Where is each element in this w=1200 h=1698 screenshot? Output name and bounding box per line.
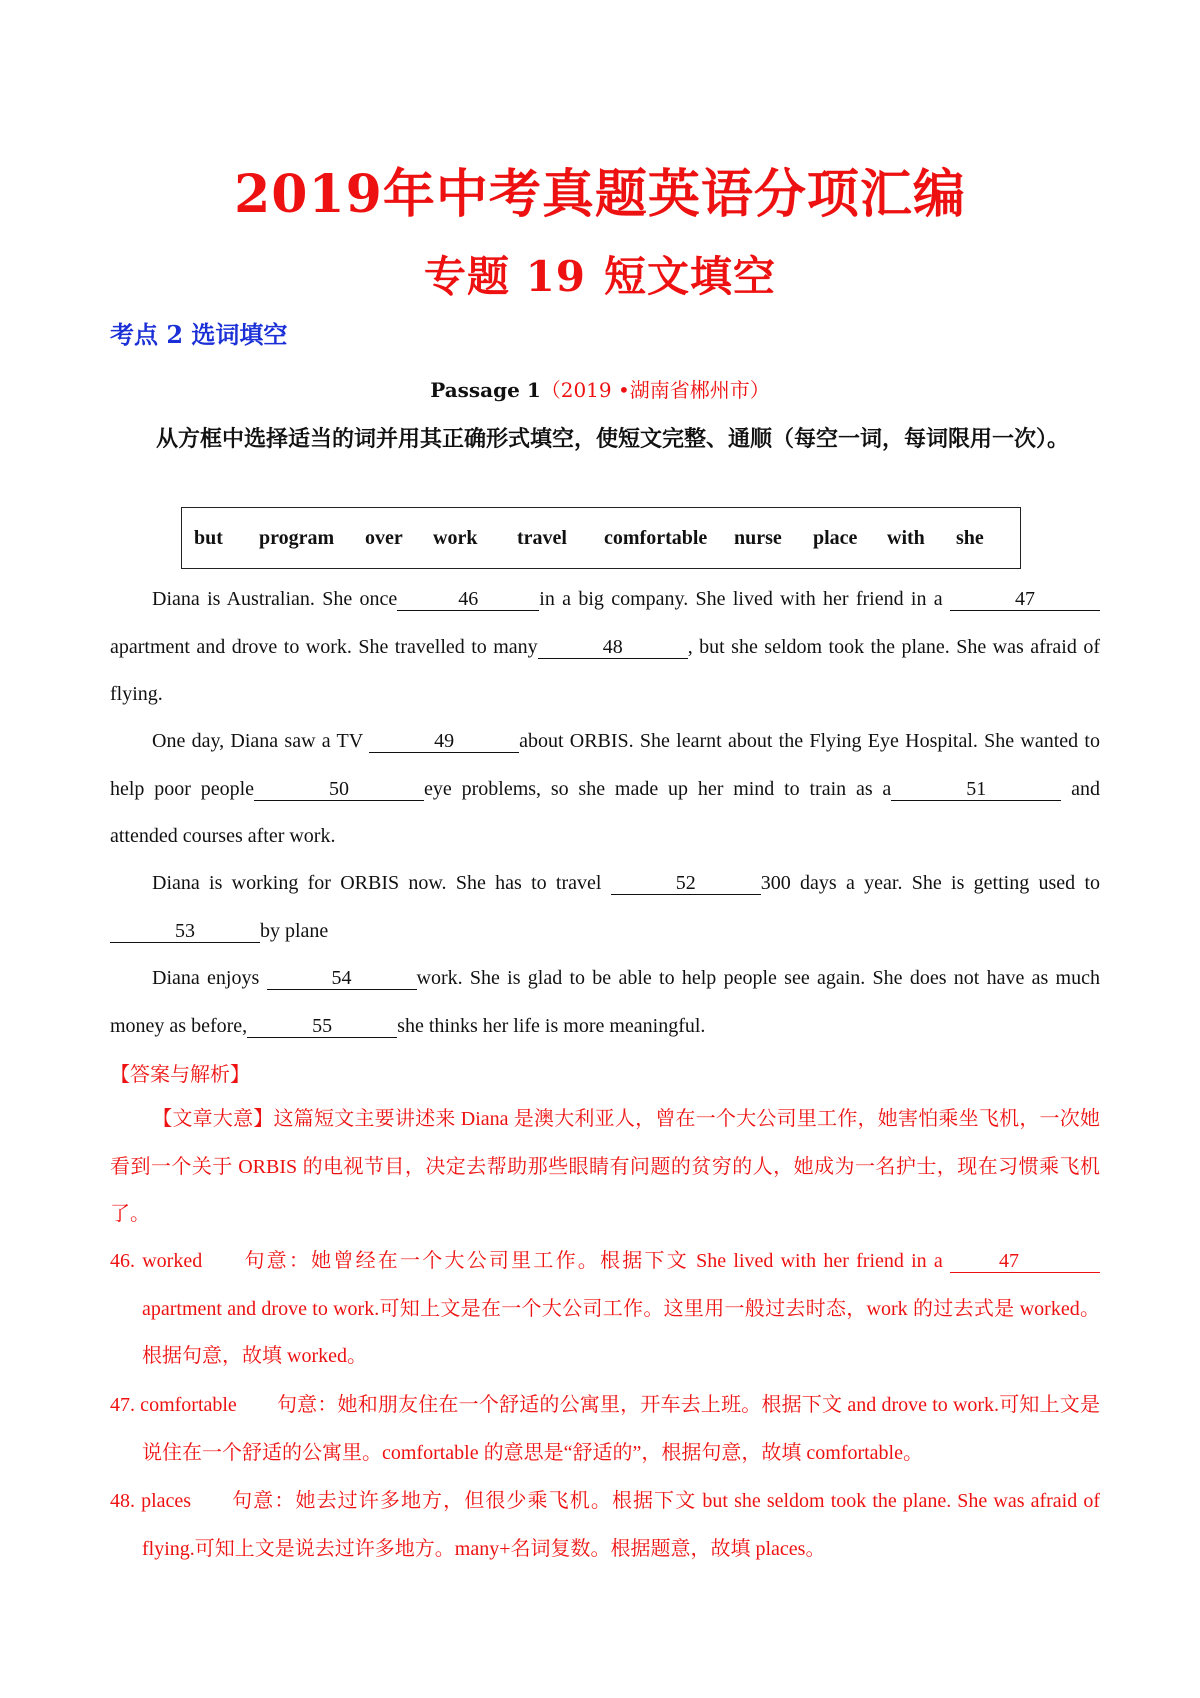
answer-46: 46. worked 句意：她曾经在一个大公司里工作。根据下文 She lived with her friend in a 47 apartment and drove to work.可知上文是在一个大公司工作。这里用一般过去时态，work 的过去式是 worked。根据句意，故填 worked。: [110, 1250, 1100, 1367]
word-box-item: she: [956, 527, 984, 549]
passage-paragraph-1: Diana is Australian. She once 46 in a big company. She lived with her friend in a 47apartment and drove to work. She travelled to many 48 , but she seldom took the plane. She was afraid of flying.: [110, 588, 1100, 705]
page-title: 2019年中考真题英语分项汇编: [234, 164, 966, 225]
passage-paragraph-3: Diana is working for ORBIS now. She has to travel 52 300 days a year. She is getting used to53 by plane: [110, 860, 1100, 955]
answer-47: 47. comfortable 句意：她和朋友住在一个舒适的公寓里，开车去上班。根据下文 and drove to work.可知上文是说住在一个舒适的公寓里。comfortable 的意思是“舒适的”，根据句意，故填 comfortable。: [110, 1394, 1100, 1464]
answer-48: 48. places 句意：她去过许多地方，但很少乘飞机。根据下文 but she seldom took the plane. She was afraid of flying.可知上文是说去过许多地方。many+名词复数。根据题意，故填 places。: [110, 1490, 1100, 1560]
word-box-item: over: [365, 527, 403, 549]
blank-53[interactable]: 53: [110, 920, 260, 943]
blank-48[interactable]: 48: [538, 636, 688, 659]
summary-paragraph: 【文章大意】这篇短文主要讲述来 Diana 是澳大利亚人，曾在一个大公司里工作，她害怕乘坐飞机，一次她看到一个关于 ORBIS 的电视节目，决定去帮助那些眼睛有问题的贫穷的人，她成为一名护士，现在习惯乘飞机了。: [110, 1108, 1100, 1225]
word-box-item: nurse: [734, 527, 782, 549]
word-box-item: travel: [517, 527, 567, 549]
blank-46[interactable]: 46: [397, 588, 539, 611]
word-box-item: comfortable: [604, 527, 708, 549]
blank-47[interactable]: 47: [950, 588, 1100, 611]
word-box-item: but: [194, 527, 223, 549]
answer-48-key: 48. places: [110, 1490, 192, 1512]
blank-51[interactable]: 51: [891, 778, 1061, 801]
subtitle-topic-name: 短文填空: [604, 252, 777, 301]
word-box-item: work: [433, 527, 478, 549]
blank-52[interactable]: 52: [611, 872, 761, 895]
subtitle-topic-number: 专题 19: [423, 252, 587, 301]
blank-55[interactable]: 55: [247, 1015, 397, 1038]
answer-47-key: 47. comfortable: [110, 1394, 237, 1416]
answer-heading: 【答案与解析】: [110, 1062, 250, 1086]
answer-blank-47: 47: [950, 1250, 1100, 1273]
word-box-item: with: [887, 527, 925, 549]
passage-paragraph-4: Diana enjoys 54 work. She is glad to be able to help people see again. She does not have as much money as before, 55 she thinks her life is more meaningful.: [110, 967, 1100, 1037]
word-box-item: program: [259, 527, 335, 549]
instruction: 从方框中选择适当的词并用其正确形式填空，使短文完整、通顺（每空一词，每词限用一次）。: [156, 427, 1070, 452]
answer-46-key: 46. worked: [110, 1250, 203, 1272]
word-box-item: place: [813, 527, 858, 549]
page-subtitle: [0, 244, 1200, 304]
blank-50[interactable]: 50: [254, 778, 424, 801]
blank-49[interactable]: 49: [369, 730, 519, 753]
section-heading: 考点 2 选词填空: [110, 320, 288, 349]
word-box: [181, 507, 1021, 569]
blank-54[interactable]: 54: [267, 967, 417, 990]
passage-label: Passage 1: [430, 378, 541, 402]
passage-source: （2019 •湖南省郴州市）: [540, 378, 770, 402]
passage-paragraph-2: One day, Diana saw a TV 49 about ORBIS. She learnt about the Flying Eye Hospital. She wanted to help poor people 50 eye problems, so she made up her mind to train as a 51 and attended courses after work.: [110, 730, 1100, 847]
passage-heading: [0, 374, 1200, 403]
